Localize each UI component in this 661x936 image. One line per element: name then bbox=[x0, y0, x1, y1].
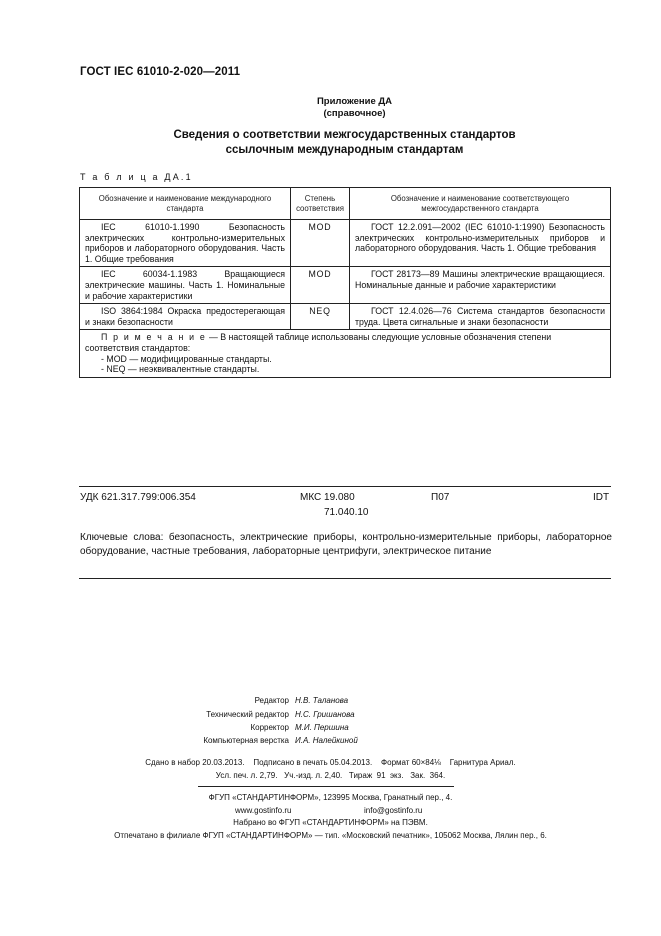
keywords: Ключевые слова: безопасность, электрические приборы, контрольно-измерительные приборы, лабораторное оборудование, частные требования, лабораторные центрифуги, электрическое питание bbox=[80, 532, 612, 557]
mks-code-secondary: 71.040.10 bbox=[324, 507, 369, 518]
publisher-typeset: Набрано во ФГУП «СТАНДАРТИНФОРМ» на ПЭВМ. bbox=[233, 818, 428, 827]
cell-interstate: ГОСТ 12.2.091—2002 (IEC 61010-1:1990) Безопасность электрических контрольно-измерительных приборов и лабораторного оборудования. Часть 1. Общие требования bbox=[350, 220, 611, 267]
cell-interstate: ГОСТ 12.4.026—76 Система стандартов безопасности труда. Цвета сигнальные и знаки безопасности bbox=[350, 304, 611, 330]
column-header-degree: Степень соответствия bbox=[291, 188, 350, 220]
table-row bbox=[80, 267, 611, 304]
table-row bbox=[80, 304, 611, 330]
okstu-code: П07 bbox=[431, 492, 450, 503]
cell-international: IEC 60034-1.1983 Вращающиеся электрические машины. Часть 1. Номинальные и рабочие характеристики bbox=[80, 267, 291, 304]
udk-code: УДК 621.317.799:006.354 bbox=[80, 492, 196, 503]
cell-degree: MOD bbox=[291, 220, 350, 267]
publisher-printed: Отпечатано в филиале ФГУП «СТАНДАРТИНФОРМ» — тип. «Московский печатник», 105062 Москва, Лялин пер., 6. bbox=[114, 831, 547, 840]
column-header-international: Обозначение и наименование международного стандарта bbox=[80, 188, 291, 220]
appendix-subtitle: (справочное) bbox=[323, 108, 386, 119]
note-label: П р и м е ч а н и е bbox=[101, 332, 207, 343]
cell-interstate: ГОСТ 28173—89 Машины электрические вращающиеся. Номинальные данные и рабочие характеристики bbox=[350, 267, 611, 304]
column-header-interstate: Обозначение и наименование соответствующего межгосударственного стандарта bbox=[350, 188, 611, 220]
note-item-neq: - NEQ — неэквивалентные стандарты. bbox=[101, 364, 260, 375]
cell-international: ISO 3864:1984 Окраска предостерегающая и знаки безопасности bbox=[80, 304, 291, 330]
imprint-line2: Усл. печ. л. 2,79. Уч.-изд. л. 2,40. Тираж 91 экз. Зак. 364. bbox=[215, 771, 446, 780]
divider-top bbox=[79, 486, 611, 487]
divider-imprint bbox=[198, 786, 454, 787]
table-note bbox=[80, 330, 611, 377]
note-item-mod: - MOD — модифицированные стандарты. bbox=[101, 353, 272, 364]
table-note-row bbox=[80, 330, 611, 377]
document-code: ГОСТ IEC 61010-2-020—2011 bbox=[80, 66, 241, 78]
mks-code: МКС 19.080 bbox=[300, 492, 355, 503]
table-header-row bbox=[80, 188, 611, 220]
appendix-heading-line2: ссылочным международным стандартам bbox=[225, 144, 464, 156]
appendix-title: Приложение ДА bbox=[316, 96, 393, 107]
publisher-address: ФГУП «СТАНДАРТИНФОРМ», 123995 Москва, Гранатный пер., 4. bbox=[208, 793, 453, 802]
publisher-email: info@gostinfo.ru bbox=[364, 806, 423, 815]
correspondence-table bbox=[79, 187, 611, 378]
cell-degree: NEQ bbox=[291, 304, 350, 330]
cell-degree: MOD bbox=[291, 267, 350, 304]
table-caption: Т а б л и ц а ДА.1 bbox=[80, 172, 193, 182]
appendix-heading-line1: Сведения о соответствии межгосударственных стандартов bbox=[173, 129, 516, 141]
divider-bottom bbox=[79, 578, 611, 579]
cell-international: IEC 61010-1.1990 Безопасность электрических контрольно-измерительных приборов и лабораторного оборудования. Часть 1. Общие требования bbox=[80, 220, 291, 267]
imprint-line1: Сдано в набор 20.03.2013. Подписано в печать 05.04.2013. Формат 60×84⅛ Гарнитура Ариал. bbox=[145, 758, 516, 767]
idt-code: IDT bbox=[593, 492, 610, 503]
note-text: П р и м е ч а н и е — В настоящей таблице использованы следующие условные обозначения степени соответствия стандартов: bbox=[85, 332, 552, 353]
table-row bbox=[80, 220, 611, 267]
publisher-site: www.gostinfo.ru bbox=[235, 806, 292, 815]
